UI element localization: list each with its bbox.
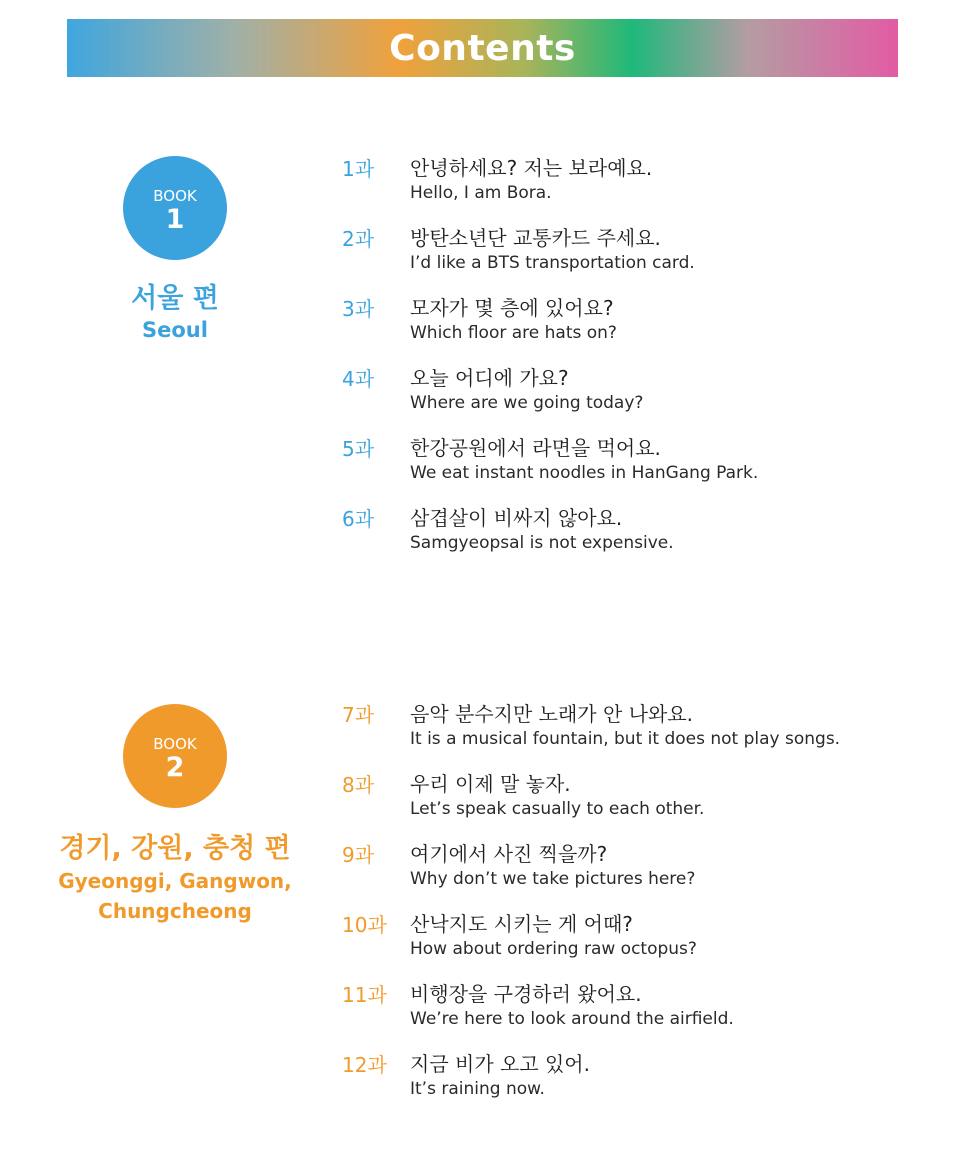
lesson-number: 11과 — [342, 983, 387, 1007]
lesson-title-en: Why don’t we take pictures here? — [410, 869, 696, 889]
lesson-item-12[interactable] — [342, 1048, 942, 1118]
lesson-item-8[interactable] — [342, 768, 942, 838]
lesson-number: 3과 — [342, 297, 375, 321]
lesson-item-4[interactable] — [342, 362, 942, 432]
lesson-title-en: Where are we going today? — [410, 393, 644, 413]
lesson-title-ko: 산낙지도 시키는 게 어때? — [410, 912, 633, 936]
book-number: 1 — [165, 204, 185, 235]
lesson-number: 4과 — [342, 367, 375, 391]
lesson-item-9[interactable] — [342, 838, 942, 908]
book-2-title-en: Gyeonggi, Gangwon, Chungcheong — [58, 869, 292, 923]
book-2-lesson-list — [342, 698, 942, 1118]
book-1-title-en: Seoul — [142, 318, 208, 342]
lesson-item-3[interactable] — [342, 292, 942, 362]
lesson-title-ko: 여기에서 사진 찍을까? — [410, 842, 608, 866]
lesson-title-ko: 삼겹살이 비싸지 않아요. — [410, 506, 623, 530]
lesson-title-ko: 음악 분수지만 노래가 안 나와요. — [410, 702, 693, 726]
book-1-badge — [30, 156, 320, 345]
book-2-circle — [123, 704, 227, 808]
book-1-circle — [123, 156, 227, 260]
lesson-title-en: Which floor are hats on? — [410, 323, 617, 343]
lesson-number: 10과 — [342, 913, 387, 937]
book-label: BOOK — [153, 187, 197, 205]
lesson-title-ko: 우리 이제 말 놓자. — [410, 772, 571, 796]
lesson-title-ko: 방탄소년단 교통카드 주세요. — [410, 226, 661, 250]
lesson-number: 1과 — [342, 157, 375, 181]
page-title: Contents — [389, 27, 576, 69]
book-number: 2 — [165, 752, 185, 783]
book-label: BOOK — [153, 735, 197, 753]
lesson-title-en: It is a musical fountain, but it does not play songs. — [410, 729, 841, 749]
lesson-number: 7과 — [342, 703, 375, 727]
lesson-title-en: We’re here to look around the airfield. — [410, 1009, 734, 1029]
lesson-title-ko: 비행장을 구경하러 왔어요. — [410, 982, 642, 1006]
lesson-item-1[interactable] — [342, 152, 942, 222]
lesson-title-en: We eat instant noodles in HanGang Park. — [410, 463, 759, 483]
lesson-item-5[interactable] — [342, 432, 942, 502]
lesson-number: 6과 — [342, 507, 375, 531]
lesson-title-en: How about ordering raw octopus? — [410, 939, 697, 959]
lesson-number: 2과 — [342, 227, 375, 251]
lesson-number: 8과 — [342, 773, 375, 797]
lesson-title-ko: 지금 비가 오고 있어. — [410, 1052, 590, 1076]
lesson-number: 5과 — [342, 437, 375, 461]
lesson-number: 9과 — [342, 843, 375, 867]
lesson-item-6[interactable] — [342, 502, 942, 572]
lesson-item-7[interactable] — [342, 698, 942, 768]
lesson-title-en: Let’s speak casually to each other. — [410, 799, 705, 819]
lesson-title-en: I’d like a BTS transportation card. — [410, 253, 695, 273]
lesson-title-en: It’s raining now. — [410, 1079, 545, 1099]
lesson-title-en: Hello, I am Bora. — [410, 183, 552, 203]
lesson-title-ko: 오늘 어디에 가요? — [410, 366, 569, 390]
lesson-title-ko: 모자가 몇 층에 있어요? — [410, 296, 614, 320]
lesson-item-11[interactable] — [342, 978, 942, 1048]
lesson-title-en: Samgyeopsal is not expensive. — [410, 533, 674, 553]
lesson-item-10[interactable] — [342, 908, 942, 978]
book-2-badge — [30, 704, 320, 926]
lesson-number: 12과 — [342, 1053, 387, 1077]
lesson-title-ko: 한강공원에서 라면을 먹어요. — [410, 436, 661, 460]
book-2-title-ko: 경기, 강원, 충청 편 — [59, 833, 291, 864]
book-1-lesson-list — [342, 152, 942, 572]
lesson-item-2[interactable] — [342, 222, 942, 292]
book-1-title-ko: 서울 편 — [131, 283, 219, 314]
contents-header-bar — [67, 19, 898, 77]
lesson-title-ko: 안녕하세요? 저는 보라예요. — [410, 156, 653, 180]
